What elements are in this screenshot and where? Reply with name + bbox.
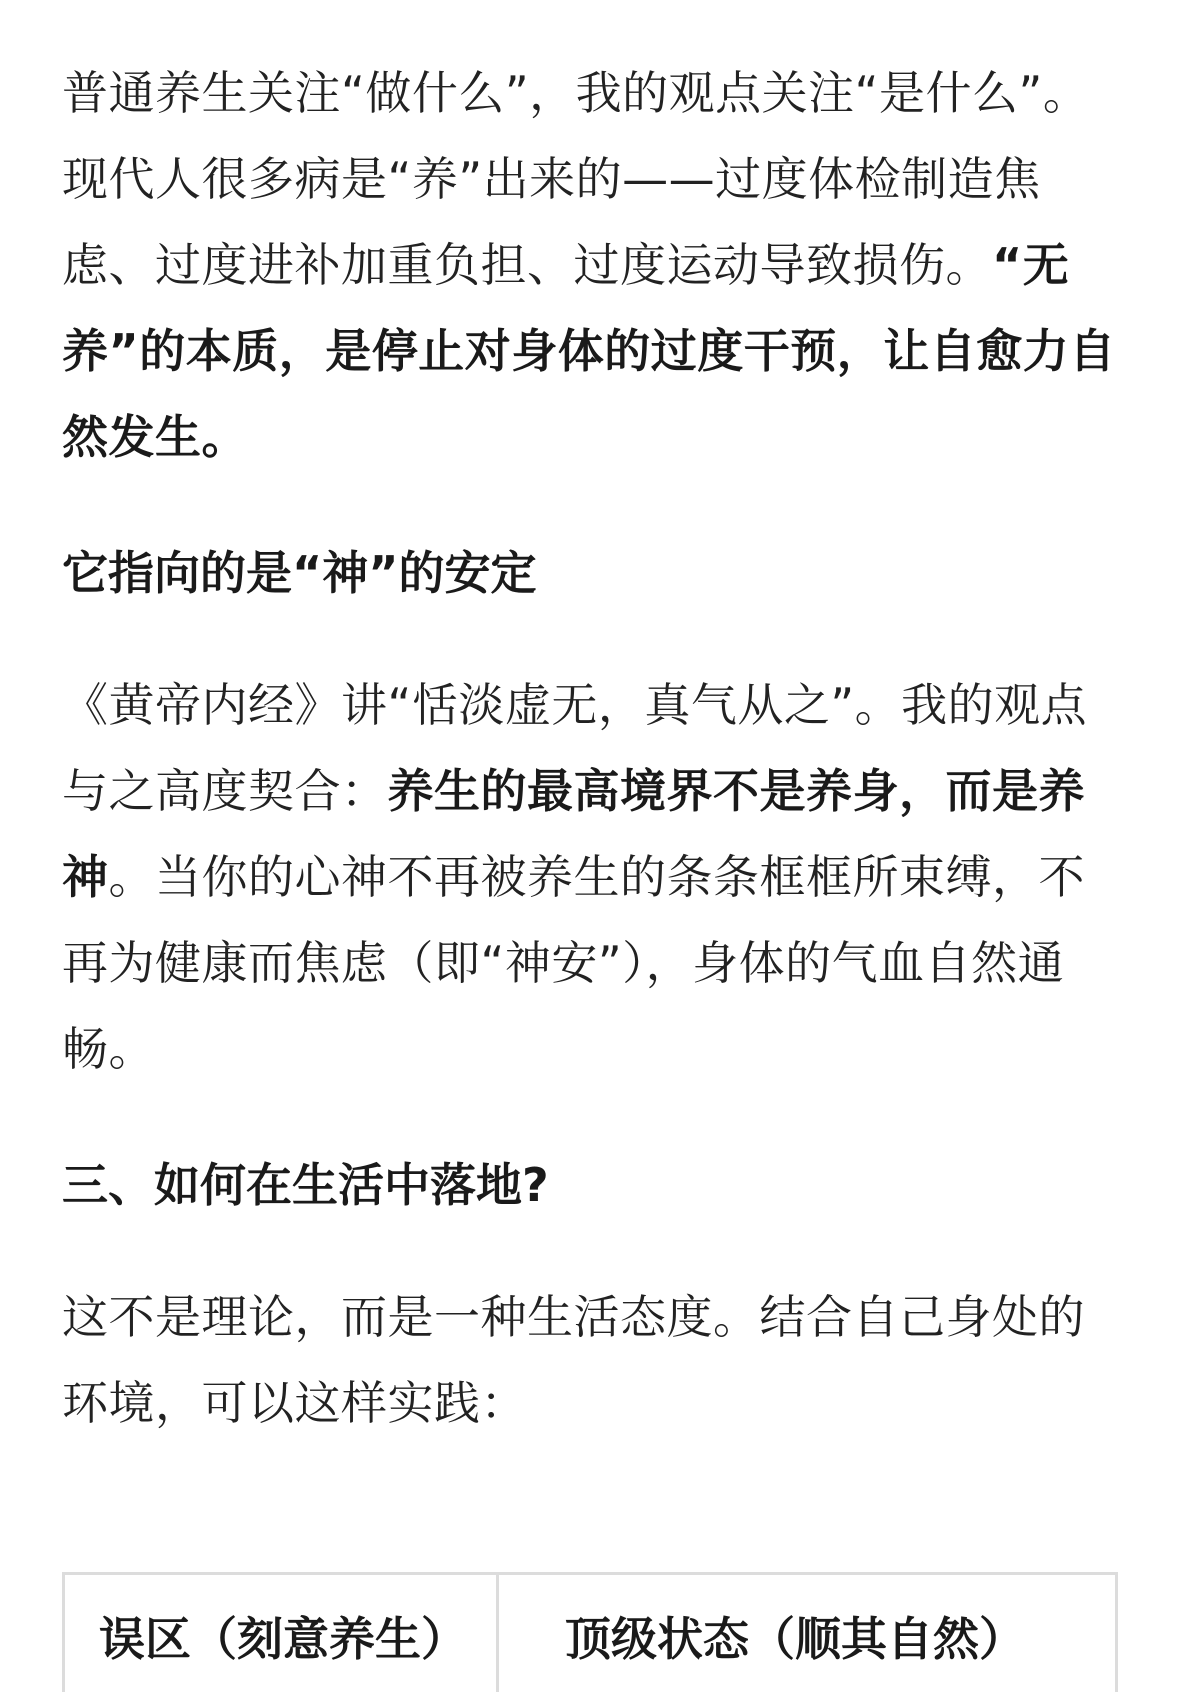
table-header-mistake: 误区（刻意养生） [65, 1575, 499, 1692]
paragraph-neijing [62, 662, 1120, 1092]
paragraph-neijing-text-2: 。当你的心神不再被养生的条条框框所束缚，不再为健康而焦虑（即“神安”），身体的气血自然通畅。 [62, 850, 1085, 1076]
article-body [62, 50, 1120, 1446]
paragraph-practice: 这不是理论，而是一种生活态度。结合自己身处的环境，可以这样实践： [62, 1290, 1085, 1430]
paragraph-intro-text: 普通养生关注“做什么”，我的观点关注“是什么”。现代人很多病是“养”出来的——过度体检制造焦虑、过度进补加重负担、过度运动导致损伤。 [62, 66, 1090, 292]
paragraph-intro [62, 50, 1120, 480]
paragraph-intro-bold: “无养”的本质，是停止对身体的过度干预，让自愈力自然发生。 [62, 238, 1116, 464]
section-heading-shen: 它指向的是“神”的安定 [62, 546, 537, 600]
section-heading-practice: 三、如何在生活中落地? [62, 1158, 549, 1212]
paragraph-neijing-bold: 养生的最高境界不是养身，而是养神 [62, 764, 1085, 904]
comparison-table [62, 1572, 1118, 1692]
paragraph-neijing-text-1: 《黄帝内经》讲“恬淡虚无，真气从之”。我的观点与之高度契合： [62, 678, 1088, 818]
table-header-ideal: 顶级状态（顺其自然） [565, 1612, 1025, 1666]
